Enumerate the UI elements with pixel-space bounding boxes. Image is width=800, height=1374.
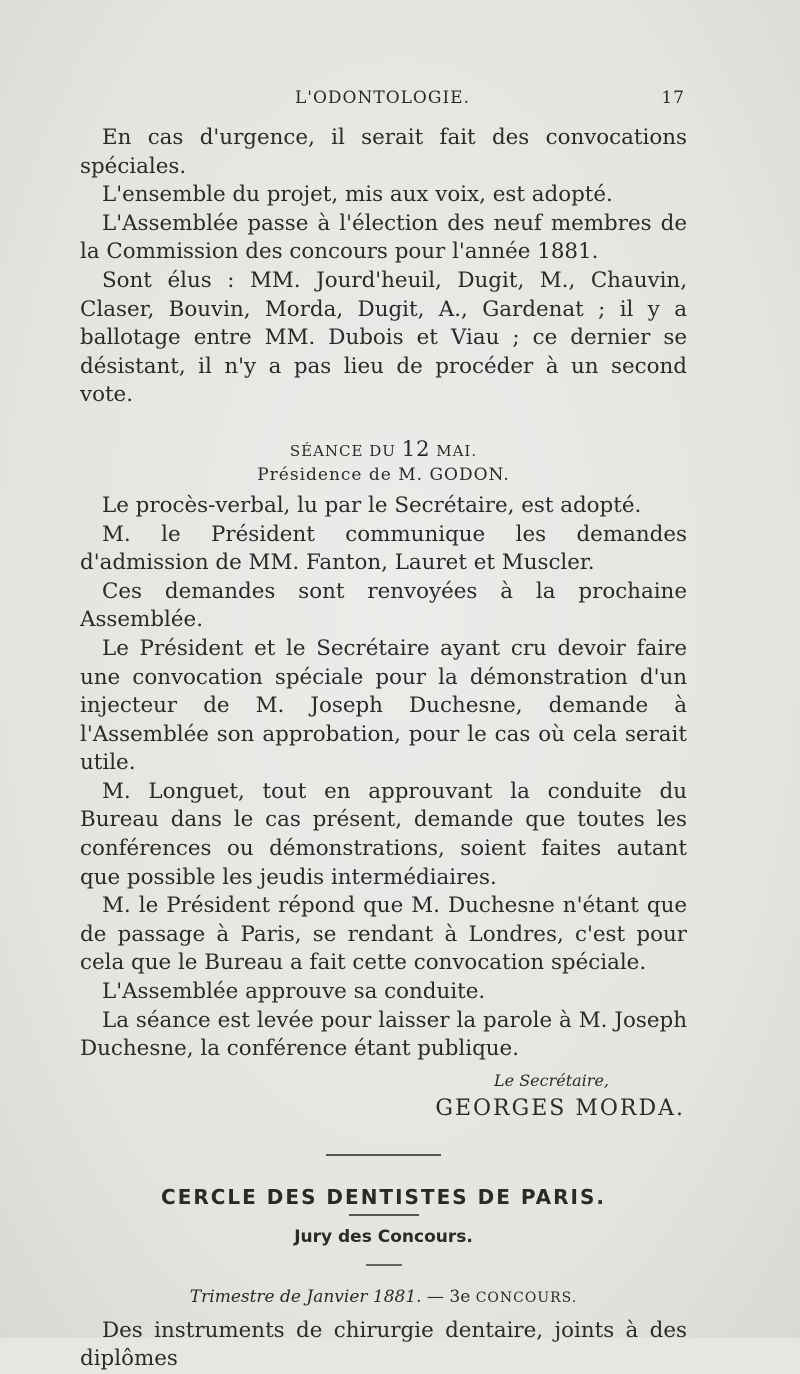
paragraph: La séance est levée pour laisser la parole à M. Joseph Duchesne, la conférence étant publique. [80, 1007, 687, 1062]
concours-label: CONCOURS. [475, 1289, 578, 1306]
seance-heading [80, 438, 687, 462]
page-header [80, 88, 685, 114]
seance-date: 12 [401, 436, 431, 461]
signature-role: Le Secrétaire, [494, 1070, 609, 1090]
presidence-line [80, 462, 687, 488]
paragraph: M. le Président communique les demandes d'admission de MM. Fanton, Lauret et Muscler. [80, 521, 687, 576]
concours-number: 3e [449, 1286, 471, 1307]
paragraph: M. le Président répond que M. Duchesne n'étant que de passage à Paris, se rendant à Londres, c'est pour cela que le Bureau a fait cette convocation spéciale. [80, 893, 687, 976]
title-underline [349, 1214, 419, 1216]
signature-last-name: MORDA. [575, 1095, 685, 1121]
page-body [80, 124, 687, 1374]
trimestre-label: Trimestre de Janvier 1881. [189, 1286, 422, 1307]
trimestre-dash: — [426, 1286, 444, 1307]
presidence-label: Présidence de M. [257, 464, 424, 485]
seance-label: SÉANCE DU [289, 441, 396, 460]
president-name: GODON. [429, 464, 510, 485]
paragraph: Des instruments de chirurgie dentaire, joints à des diplômes [80, 1317, 687, 1372]
paragraph: L'ensemble du projet, mis aux voix, est adopté. [102, 182, 613, 208]
running-title: L'ODONTOLOGIE. [295, 88, 470, 108]
signature-name [80, 1094, 687, 1124]
paragraph: En cas d'urgence, il serait fait des convocations spéciales. [80, 125, 687, 179]
paragraph: Le Président et le Secrétaire ayant cru devoir faire une convocation spéciale pour la démonstration d'un injecteur de M. Joseph Duchesne, demande à l'Assemblée son approbation, pour le cas où cela serait utile. [80, 635, 687, 776]
paragraph: L'Assemblée approuve sa conduite. [102, 979, 486, 1005]
paragraph: M. Longuet, tout en approuvant la conduite du Bureau dans le cas présent, demande que toutes les conférences ou démonstrations, soient faites autant que possible les jeudis intermédiaires. [80, 778, 687, 890]
section-title: CERCLE DES DENTISTES DE PARIS. [161, 1184, 606, 1209]
paragraph: Sont élus : MM. Jourd'heuil, Dugit, M., Chauvin, Claser, Bouvin, Morda, Dugit, A., Gardenat ; il y a ballotage entre MM. Dubois et Viau ; ce dernier se désistant, il n'y a pas lieu de procéder à un second vote. [80, 267, 687, 408]
seance-month: MAI. [436, 441, 478, 460]
paragraph: Le procès-verbal, lu par le Secrétaire, est adopté. [102, 492, 642, 518]
section-divider [326, 1154, 441, 1156]
page-number: 17 [661, 88, 685, 108]
subtitle-underline [366, 1264, 402, 1266]
paragraph: L'Assemblée passe à l'élection des neuf membres de la Commission des concours pour l'année 1881. [80, 210, 687, 265]
trimestre-line [80, 1284, 687, 1311]
section-subtitle: Jury des Concours. [294, 1226, 473, 1247]
paragraph: Ces demandes sont renvoyées à la prochaine Assemblée. [80, 578, 687, 633]
signature-first-name: GEORGES [435, 1095, 567, 1121]
